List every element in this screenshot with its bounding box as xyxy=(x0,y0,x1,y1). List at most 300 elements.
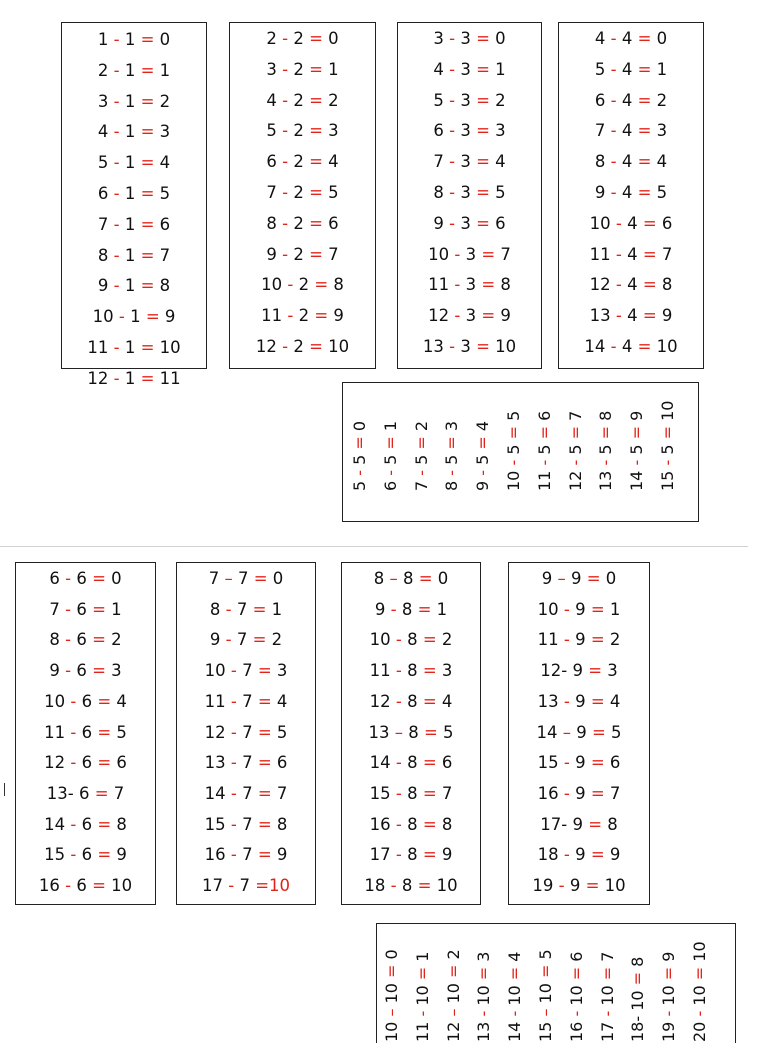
equals-sign: = xyxy=(590,753,605,773)
difference: 0 xyxy=(272,569,284,588)
difference: 10 xyxy=(658,400,677,421)
difference: 4 xyxy=(159,153,171,173)
difference: 10 xyxy=(690,941,709,962)
subtrahend: 1 xyxy=(124,60,136,80)
minus-sign: - xyxy=(627,459,647,466)
difference: 6 xyxy=(116,753,127,773)
difference: 1 xyxy=(495,59,506,79)
minus-sign: - xyxy=(449,152,456,172)
difference: 4 xyxy=(116,691,127,711)
equals-sign: = xyxy=(309,121,323,141)
equation-row xyxy=(16,845,155,865)
equals-sign: = xyxy=(637,90,652,110)
difference: 0 xyxy=(605,569,617,588)
equals-sign: = xyxy=(257,753,272,773)
minuend: 12 xyxy=(565,470,585,491)
minus-sign: - xyxy=(113,60,120,80)
difference: 5 xyxy=(495,183,506,202)
minus-sign: - xyxy=(563,691,570,711)
subtrahend: 2 xyxy=(293,90,304,110)
equation-row-rotated xyxy=(691,941,709,1042)
minus-sign: - xyxy=(395,845,402,865)
equals-sign: = xyxy=(422,630,437,650)
minus-sign: - xyxy=(70,753,77,773)
minuend: 18- xyxy=(628,1015,648,1042)
equals-sign: = xyxy=(586,569,601,588)
equals-sign: = xyxy=(637,337,652,356)
subtrahend: 8 xyxy=(407,630,418,650)
subtrahend: 5 xyxy=(411,454,431,465)
difference: 10 xyxy=(328,337,350,356)
minus-sign: - xyxy=(113,122,120,142)
equation-row xyxy=(230,152,375,172)
minuend: 5 xyxy=(433,90,444,110)
equals-sign: = xyxy=(140,153,155,173)
subtrahend: 5 xyxy=(473,454,493,465)
minuend: 15 xyxy=(369,783,391,803)
equation-row xyxy=(342,569,480,589)
minus-sign: - xyxy=(565,459,585,466)
minus-sign: - xyxy=(70,814,77,834)
difference: 0 xyxy=(495,29,506,48)
minus-sign: - xyxy=(113,184,120,203)
minus-sign: - xyxy=(287,306,294,326)
subtrahend: 7 xyxy=(242,814,253,834)
minuend: 10 xyxy=(204,661,226,681)
equals-sign: = xyxy=(417,599,432,619)
equation-row-rotated xyxy=(475,952,493,1042)
equals-sign: = xyxy=(309,29,323,48)
difference: 10 xyxy=(656,337,678,356)
equation-row xyxy=(177,723,315,743)
difference: 4 xyxy=(328,152,339,172)
minus-sign: - xyxy=(395,661,402,681)
minus-sign: - xyxy=(610,90,617,110)
equals-sign: = xyxy=(309,213,323,233)
subtrahend: 8 xyxy=(402,569,414,588)
minus-sign: - xyxy=(282,337,289,356)
equation-row xyxy=(509,569,649,589)
equation-row xyxy=(16,723,155,743)
subtract-6-table xyxy=(15,562,156,905)
minus-sign: - xyxy=(505,1010,525,1017)
difference: 9 xyxy=(661,306,673,326)
difference: 8 xyxy=(276,814,288,834)
difference: 4 xyxy=(656,152,668,172)
equals-sign: = xyxy=(637,152,652,172)
minuend: 17- xyxy=(540,814,568,834)
subtrahend: 10 xyxy=(690,985,709,1006)
difference: 3 xyxy=(441,661,453,681)
equals-sign: = xyxy=(597,966,617,981)
subtrahend: 4 xyxy=(627,244,638,264)
minuend: 16 xyxy=(537,783,559,803)
subtrahend: 1 xyxy=(124,214,136,234)
subtrahend: 8 xyxy=(407,783,418,803)
minus-sign: - xyxy=(118,307,125,327)
minus-sign: - xyxy=(449,183,456,202)
minus-sign: - xyxy=(442,469,462,476)
equals-sign: = xyxy=(588,814,603,834)
subtrahend: 6 xyxy=(81,814,93,834)
equals-sign: = xyxy=(505,966,525,981)
equation-row xyxy=(509,661,649,681)
subtrahend: 3 xyxy=(460,213,471,233)
minuend: 16 xyxy=(204,845,226,865)
minus-sign: - xyxy=(230,783,237,803)
minus-sign: - xyxy=(70,845,77,865)
difference: 3 xyxy=(328,121,339,141)
equation-row xyxy=(177,784,315,804)
minuend: 4 xyxy=(594,29,606,48)
minuend: 2 xyxy=(97,60,109,80)
equation-row xyxy=(509,784,649,804)
minuend: 6 xyxy=(380,480,400,491)
difference: 7 xyxy=(500,244,511,264)
difference: 5 xyxy=(116,722,127,742)
equals-sign: = xyxy=(423,722,438,742)
equation-row xyxy=(342,661,480,681)
subtrahend: 2 xyxy=(293,121,304,141)
equals-sign: = xyxy=(628,971,648,986)
equals-sign: = xyxy=(476,121,490,141)
equals-sign: = xyxy=(140,338,155,357)
equation-row xyxy=(177,569,315,589)
minuend: 16 xyxy=(566,1021,586,1042)
subtrahend: 3 xyxy=(460,337,471,356)
minus-sign: - xyxy=(412,1010,432,1017)
subtrahend: 3 xyxy=(460,90,471,110)
equals-sign: = xyxy=(659,966,679,981)
difference: 8 xyxy=(500,275,511,295)
minuend: 8 xyxy=(266,213,277,233)
subtrahend: 10 xyxy=(536,983,555,1004)
subtrahend: 3 xyxy=(460,183,471,202)
minuend: 11 xyxy=(537,630,559,650)
equals-sign: = xyxy=(309,152,323,172)
equals-sign: = xyxy=(140,122,155,142)
minus-sign: - xyxy=(282,183,289,202)
minus-sign: - xyxy=(449,29,456,48)
minus-sign: - xyxy=(230,722,237,742)
equation-row xyxy=(559,91,703,111)
difference: 7 xyxy=(441,783,453,803)
equals-sign: = xyxy=(590,783,605,803)
equation-row-rotated xyxy=(382,421,400,491)
minus-sign: - xyxy=(282,213,289,233)
equals-sign: = xyxy=(422,691,437,711)
difference: 4 xyxy=(495,152,506,172)
minus-sign: - xyxy=(65,630,72,650)
equation-row xyxy=(559,152,703,172)
minuend: 4 xyxy=(433,59,444,79)
subtrahend: 3 xyxy=(460,152,471,172)
subtrahend: 10 xyxy=(659,985,679,1006)
equation-row xyxy=(62,61,206,81)
equals-sign: = xyxy=(140,214,155,234)
subtrahend: 4 xyxy=(627,275,638,295)
minuend: 15 xyxy=(536,1021,555,1042)
equals-sign: = xyxy=(585,876,600,895)
equals-sign: = xyxy=(92,599,106,619)
equation-row-rotated xyxy=(474,421,492,491)
equation-row xyxy=(16,569,155,589)
equation-row xyxy=(398,183,541,203)
minuend: 13 xyxy=(589,306,611,326)
subtrahend: 7 xyxy=(242,691,253,711)
equals-sign: = xyxy=(596,425,616,440)
difference: 3 xyxy=(474,951,494,962)
difference: 7 xyxy=(276,783,288,803)
subtrahend: 9 xyxy=(572,814,583,834)
difference: 2 xyxy=(609,630,621,650)
subtrahend: 6 xyxy=(76,569,87,588)
equation-row xyxy=(342,845,480,865)
subtrahend: 1 xyxy=(130,307,141,327)
equals-sign: = xyxy=(474,966,494,981)
subtrahend: 7 xyxy=(242,722,253,742)
subtrahend: 8 xyxy=(408,722,419,742)
minuend: 10 xyxy=(504,470,523,491)
difference: 9 xyxy=(609,845,621,865)
minus-sign: - xyxy=(282,121,289,141)
equation-row xyxy=(398,29,541,49)
equals-sign: = xyxy=(690,966,709,981)
subtrahend: 6 xyxy=(76,661,87,681)
equals-sign: = xyxy=(476,183,490,202)
subtrahend: 2 xyxy=(293,59,304,79)
equation-row xyxy=(177,692,315,712)
equals-sign: = xyxy=(637,29,652,48)
equation-row xyxy=(342,600,480,620)
minus-sign: - xyxy=(504,459,523,466)
subtrahend: 7 xyxy=(236,630,248,650)
subtrahend: 3 xyxy=(465,275,477,295)
minus-sign: - xyxy=(395,691,402,711)
equals-sign: = xyxy=(380,436,400,450)
difference: 7 xyxy=(328,244,339,264)
equation-row xyxy=(342,815,480,835)
minus-sign: – xyxy=(562,722,571,742)
subtrahend: 4 xyxy=(621,183,633,202)
minuend: 18 xyxy=(364,876,386,895)
difference: 3 xyxy=(607,661,618,681)
difference: 5 xyxy=(504,410,523,421)
minuend: 8 xyxy=(594,152,606,172)
minus-sign: - xyxy=(615,213,622,233)
equation-row xyxy=(62,30,206,50)
difference: 5 xyxy=(656,183,668,202)
difference: 1 xyxy=(271,599,283,619)
equals-sign: = xyxy=(422,753,437,773)
equation-row-rotated xyxy=(537,949,555,1042)
minuend: 12 xyxy=(589,275,611,295)
minus-sign: - xyxy=(563,845,570,865)
subtract-1-table xyxy=(61,22,207,388)
difference: 3 xyxy=(656,121,668,141)
minus-sign: - xyxy=(70,722,77,742)
minus-sign: - xyxy=(395,630,402,650)
difference: 6 xyxy=(328,213,339,233)
difference: 2 xyxy=(271,630,283,650)
equation-row xyxy=(16,661,155,681)
subtract-9-table xyxy=(508,562,650,905)
equation-row xyxy=(230,275,375,295)
subtrahend: 4 xyxy=(627,306,638,326)
equation-row-rotated xyxy=(443,421,461,491)
difference: 6 xyxy=(661,213,673,233)
subtrahend: 9 xyxy=(572,661,583,681)
minus-sign: - xyxy=(230,845,237,865)
equation-row-rotated xyxy=(660,952,678,1042)
minus-sign: - xyxy=(230,661,237,681)
subtrahend: 2 xyxy=(298,306,310,326)
equation-row-rotated xyxy=(567,411,585,491)
equation-row xyxy=(16,815,155,835)
subtrahend: 9 xyxy=(576,722,587,742)
subtrahend: 5 xyxy=(350,454,369,465)
subtract-8-table xyxy=(341,562,481,905)
minuend: 12 xyxy=(44,753,66,773)
subtrahend: 7 xyxy=(242,845,253,865)
equation-row xyxy=(398,214,541,234)
equation-row-rotated xyxy=(445,949,463,1042)
minuend: 9 xyxy=(49,661,60,681)
difference: 5 xyxy=(611,722,622,742)
equation-row xyxy=(342,753,480,773)
equals-sign: = xyxy=(309,59,323,79)
difference: 8 xyxy=(596,410,616,421)
minuend: 9 xyxy=(594,183,606,202)
minus-sign: - xyxy=(610,29,617,48)
subtrahend: 10 xyxy=(412,985,432,1006)
minuend: 15 xyxy=(204,814,226,834)
subtrahend: 5 xyxy=(565,444,585,455)
equals-sign: = xyxy=(504,425,523,440)
difference: 6 xyxy=(441,753,453,773)
equation-row xyxy=(230,91,375,111)
equation-row xyxy=(177,876,315,896)
minuend: 9 xyxy=(473,480,493,491)
minuend: 14 xyxy=(44,814,66,834)
minuend: 12 xyxy=(255,337,277,356)
subtrahend: 3 xyxy=(460,121,471,141)
minus-sign: - xyxy=(615,306,622,326)
difference: 8 xyxy=(628,956,648,967)
difference: 1 xyxy=(111,599,122,619)
difference: 8 xyxy=(116,814,127,834)
minus-sign: - xyxy=(282,59,289,79)
subtrahend: 2 xyxy=(298,275,310,295)
equation-row xyxy=(177,815,315,835)
equation-row xyxy=(342,784,480,804)
equals-sign: = xyxy=(92,569,106,588)
minus-sign: - xyxy=(282,152,289,172)
minus-sign: - xyxy=(113,91,120,111)
subtrahend: 5 xyxy=(627,444,647,455)
equation-row xyxy=(230,306,375,326)
minus-sign: - xyxy=(230,691,237,711)
minuend: 11 xyxy=(261,306,283,326)
equation-row xyxy=(16,753,155,773)
minus-sign: - xyxy=(350,469,369,476)
subtrahend: 8 xyxy=(401,876,413,895)
minus-sign: - xyxy=(113,276,120,296)
minuend: 9 xyxy=(541,569,553,588)
minus-sign: - xyxy=(113,153,120,173)
equation-row xyxy=(559,245,703,265)
equals-sign: = xyxy=(443,964,463,978)
subtrahend: 7 xyxy=(239,876,250,895)
minus-sign: - xyxy=(282,244,289,264)
difference: 9 xyxy=(500,306,511,326)
minuend: 7 xyxy=(49,599,60,619)
minuend: 14 xyxy=(584,337,606,356)
subtrahend: 9 xyxy=(569,876,581,895)
subtrahend: 4 xyxy=(621,121,633,141)
subtrahend: 4 xyxy=(621,90,633,110)
equation-row xyxy=(509,845,649,865)
minus-sign: – xyxy=(389,569,398,588)
difference: 4 xyxy=(276,691,288,711)
equals-sign: = xyxy=(97,722,112,742)
minus-sign: – xyxy=(536,1008,555,1017)
equation-row xyxy=(559,214,703,234)
difference: 4 xyxy=(473,420,493,432)
minuend: 17 xyxy=(201,876,223,895)
equals-sign: = xyxy=(92,661,106,681)
equals-sign: = xyxy=(591,722,606,742)
difference: 2 xyxy=(656,90,668,110)
difference: 8 xyxy=(333,275,344,295)
minus-sign: - xyxy=(225,599,232,619)
minuend: 11 xyxy=(534,470,554,491)
subtract-5-table-rotated xyxy=(342,382,699,522)
minus-sign: - xyxy=(113,30,120,49)
equals-sign: = xyxy=(140,184,155,203)
equals-sign: = xyxy=(253,569,268,588)
equation-row-rotated xyxy=(597,411,615,491)
difference: 4 xyxy=(505,951,525,962)
minuend: 7 xyxy=(208,569,220,588)
equation-row xyxy=(62,153,206,173)
equals-sign: = xyxy=(642,275,657,295)
subtrahend: 5 xyxy=(504,444,523,455)
subtrahend: 9 xyxy=(575,783,586,803)
minuend: 5 xyxy=(350,480,369,491)
equals-sign: = xyxy=(257,691,272,711)
minuend: 10 xyxy=(369,630,391,650)
minus-sign: - xyxy=(563,630,570,650)
difference: 0 xyxy=(111,569,122,588)
minus-sign: - xyxy=(449,337,456,356)
minuend: 11 xyxy=(44,722,66,742)
equation-row xyxy=(62,276,206,296)
equals-sign: = xyxy=(642,306,657,326)
equals-sign: = xyxy=(476,59,490,79)
equals-sign: = xyxy=(442,436,462,450)
difference: 3 xyxy=(276,661,288,681)
difference: 0 xyxy=(159,30,171,49)
subtrahend: 9 xyxy=(570,569,582,588)
minuend: 13 xyxy=(204,753,226,773)
equation-row xyxy=(342,692,480,712)
difference: 0 xyxy=(328,29,339,48)
minuend: 3 xyxy=(266,59,277,79)
subtract-4-table xyxy=(558,22,704,369)
minuend: 11 xyxy=(428,275,450,295)
minus-sign: - xyxy=(380,469,400,476)
